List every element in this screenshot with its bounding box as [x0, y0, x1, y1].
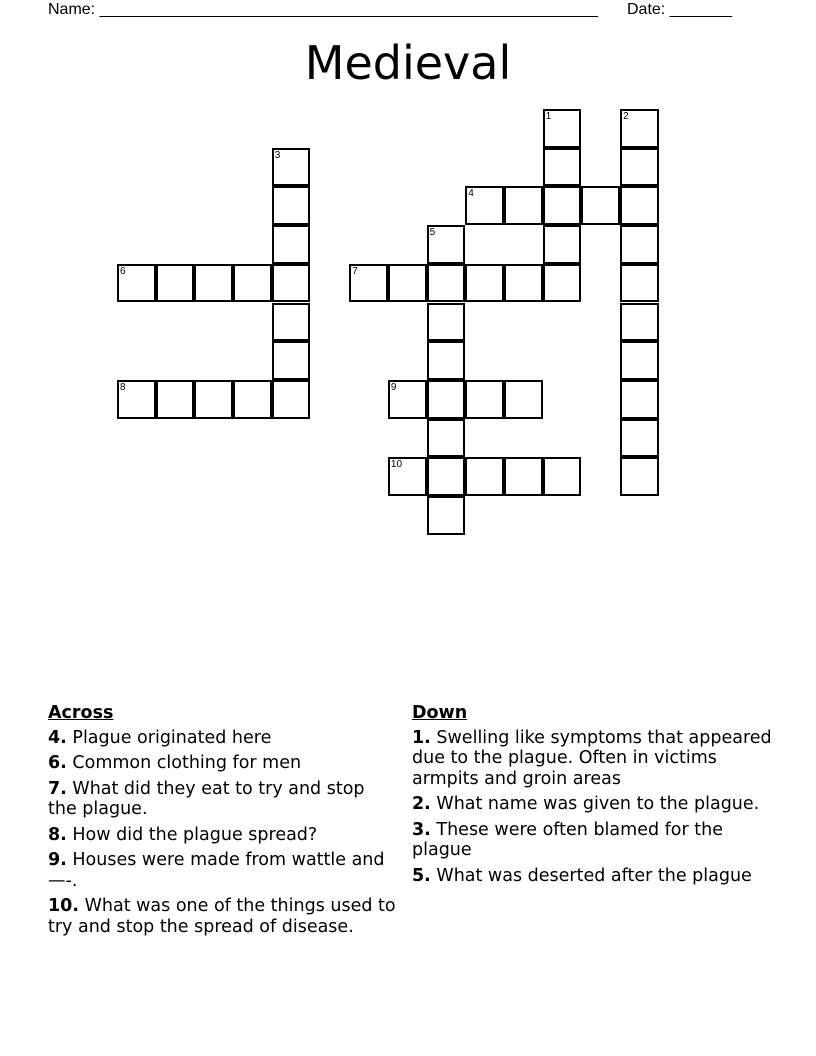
clue-number-label: 5	[429, 227, 436, 239]
grid-cell[interactable]	[581, 186, 620, 225]
clue-number: 2.	[412, 794, 431, 814]
grid-cell[interactable]	[543, 225, 582, 264]
grid-cell[interactable]	[272, 380, 311, 419]
grid-cell[interactable]	[272, 264, 311, 303]
grid-cell[interactable]	[620, 341, 659, 380]
clue-text: What was deserted after the plague	[430, 865, 752, 886]
grid-cell[interactable]	[620, 457, 659, 496]
grid-cell[interactable]	[543, 264, 582, 303]
clue-number: 9.	[48, 850, 67, 870]
clue-text: Common clothing for men	[66, 753, 302, 773]
grid-cell[interactable]	[427, 264, 466, 303]
clue-number-label: 8	[120, 381, 126, 393]
across-clues	[48, 703, 398, 942]
grid-cell[interactable]	[156, 380, 195, 419]
down-clue	[412, 728, 772, 790]
clue-number-label: 1	[545, 111, 552, 122]
grid-cell[interactable]	[465, 380, 504, 419]
grid-cell[interactable]	[388, 457, 427, 496]
grid-cell[interactable]	[543, 148, 582, 187]
clue-number: 5.	[412, 865, 431, 886]
down-heading: Down	[412, 703, 468, 723]
grid-cell[interactable]	[117, 264, 156, 303]
down-clue	[412, 820, 772, 861]
grid-cell[interactable]	[465, 186, 504, 225]
grid-cell[interactable]	[272, 225, 311, 264]
clue-number-label: 9	[390, 381, 397, 393]
grid-cell[interactable]	[427, 496, 466, 535]
clue-text: These were often blamed for the plague	[412, 819, 723, 860]
across-clue	[48, 896, 398, 937]
clue-text: Plague originated here	[66, 727, 272, 748]
grid-cell[interactable]	[465, 457, 504, 496]
grid-cell[interactable]	[427, 341, 466, 380]
grid-cell[interactable]	[620, 186, 659, 225]
grid-cell[interactable]	[620, 264, 659, 303]
grid-cell[interactable]	[272, 186, 311, 225]
grid-cell[interactable]	[194, 264, 233, 303]
date-field-label: Date: _______	[627, 1, 732, 18]
grid-cell[interactable]	[620, 109, 659, 148]
across-clue	[48, 825, 398, 846]
grid-cell[interactable]	[504, 264, 543, 303]
grid-cell[interactable]	[427, 457, 466, 496]
grid-cell[interactable]	[233, 264, 272, 303]
across-clue	[48, 728, 398, 749]
down-clue	[412, 866, 772, 887]
grid-cell[interactable]	[543, 457, 582, 496]
clue-number: 8.	[48, 824, 67, 845]
clue-text: What did they eat to try and stop the plague.	[48, 778, 365, 819]
grid-cell[interactable]	[388, 380, 427, 419]
grid-cell[interactable]	[504, 186, 543, 225]
clue-text: What was one of the things used to try and stop the spread of disease.	[48, 896, 396, 937]
clue-number-label: 4	[468, 188, 474, 200]
clue-text: How did the plague spread?	[66, 824, 318, 845]
clue-number: 10.	[48, 896, 80, 916]
grid-cell[interactable]	[233, 380, 272, 419]
down-clue	[412, 794, 772, 815]
grid-cell[interactable]	[156, 264, 195, 303]
clue-number: 7.	[48, 778, 67, 799]
grid-cell[interactable]	[620, 419, 659, 458]
grid-cell[interactable]	[620, 303, 659, 342]
clue-number-label: 2	[623, 111, 629, 122]
grid-cell[interactable]	[272, 148, 311, 187]
grid-cell[interactable]	[504, 380, 543, 419]
grid-cell[interactable]	[349, 264, 388, 303]
clue-number: 1.	[412, 727, 431, 748]
across-heading: Across	[48, 703, 114, 723]
grid-cell[interactable]	[388, 264, 427, 303]
across-clue	[48, 753, 398, 774]
clue-number: 6.	[48, 753, 67, 773]
grid-cell[interactable]	[272, 341, 311, 380]
grid-cell[interactable]	[620, 380, 659, 419]
clue-text: Houses were made from wattle and —-.	[48, 850, 385, 891]
grid-cell[interactable]	[272, 303, 311, 342]
name-field-label: Name: ________________________________________________________	[48, 1, 598, 18]
grid-cell[interactable]	[620, 148, 659, 187]
across-clue	[48, 850, 398, 891]
page-title: Medieval	[304, 36, 512, 90]
down-clues	[412, 703, 772, 891]
clue-number-label: 7	[352, 265, 358, 277]
grid-cell[interactable]	[427, 380, 466, 419]
grid-cell[interactable]	[465, 264, 504, 303]
grid-cell[interactable]	[427, 419, 466, 458]
grid-cell[interactable]	[620, 225, 659, 264]
clue-text: Swelling like symptoms that appeared due to the plague. Often in victims armpits and groin areas	[412, 727, 772, 789]
grid-cell[interactable]	[504, 457, 543, 496]
clue-text: What name was given to the plague.	[430, 794, 760, 814]
grid-cell[interactable]	[117, 380, 156, 419]
grid-cell[interactable]	[427, 303, 466, 342]
clue-number: 3.	[412, 819, 431, 840]
clue-number: 4.	[48, 727, 67, 748]
grid-cell[interactable]	[543, 109, 582, 148]
across-clue	[48, 779, 398, 820]
clue-number-label: 3	[274, 149, 281, 161]
grid-cell[interactable]	[543, 186, 582, 225]
clue-number-label: 6	[120, 265, 126, 277]
clue-number-label: 10	[390, 459, 403, 471]
grid-cell[interactable]	[194, 380, 233, 419]
grid-cell[interactable]	[427, 225, 466, 264]
